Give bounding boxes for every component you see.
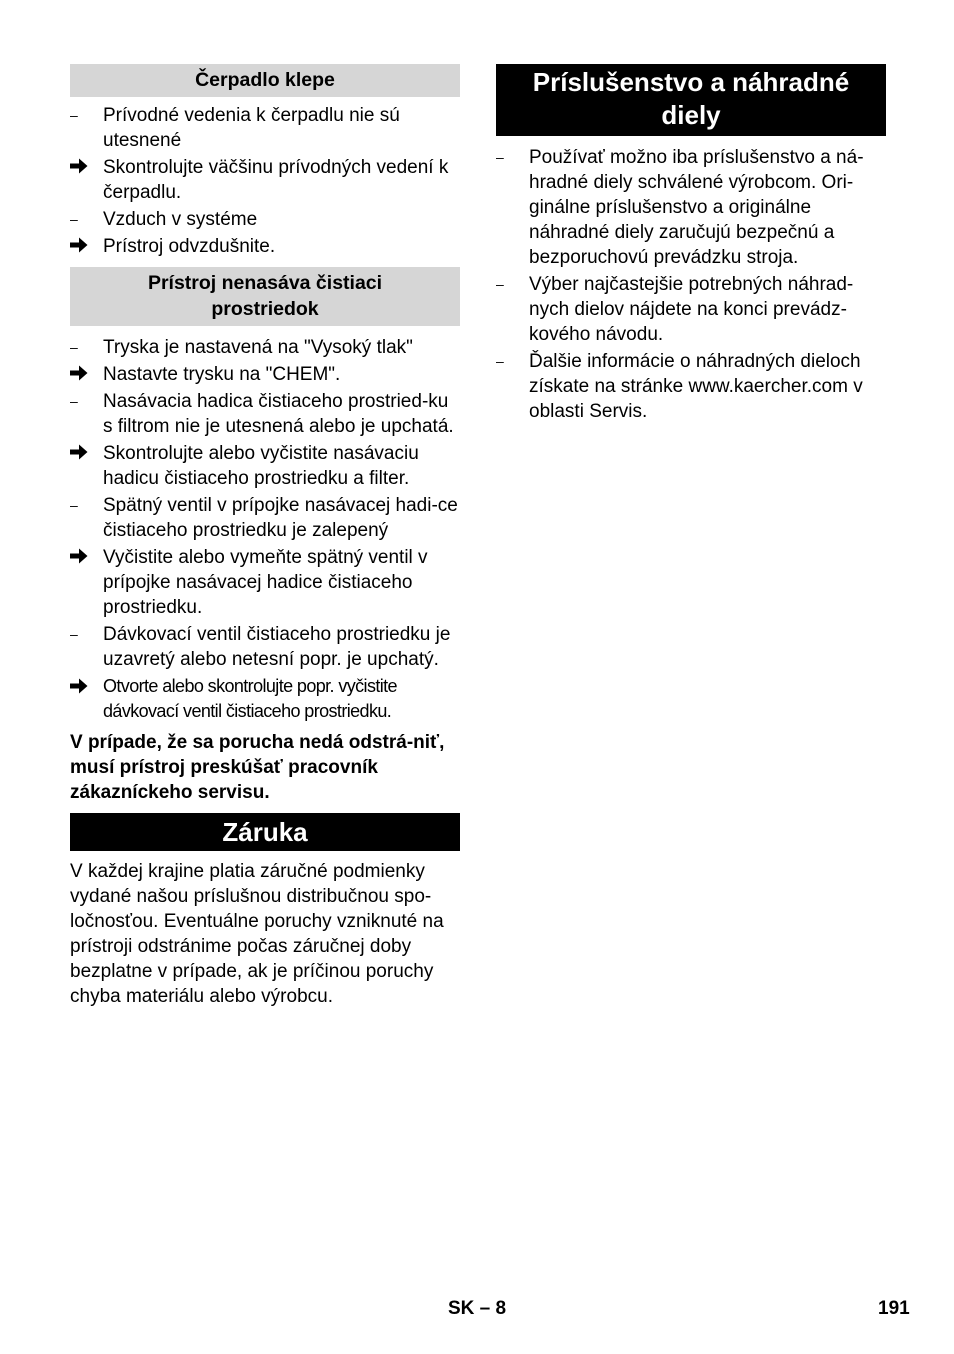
footer-section-label: SK – 8 bbox=[448, 1298, 507, 1319]
item-text: Ďalšie informácie o náhradných dieloch získate na stránke www.kaercher.com v oblasti Servis. bbox=[529, 351, 863, 422]
item-text: Prístroj odvzdušnite. bbox=[103, 236, 276, 257]
list-item bbox=[496, 145, 886, 270]
arrow-right-icon bbox=[70, 155, 98, 180]
dash-marker: – bbox=[70, 211, 78, 227]
list-item bbox=[70, 155, 460, 205]
item-text: Používať možno iba príslušenstvo a ná-hradné diely schválené výrobcom. Ori-ginálne príslušenstvo a originálne náhradné diely zaručujú bezpečnú a bezporuchovú prevádzku stroja. bbox=[529, 147, 864, 268]
list-item bbox=[496, 349, 886, 424]
item-text: Skontrolujte väčšinu prívodných vedení k čerpadlu. bbox=[103, 157, 449, 203]
item-text: Vzduch v systéme bbox=[103, 209, 258, 230]
list-item bbox=[70, 622, 460, 672]
section-heading-warranty: Záruka bbox=[70, 813, 460, 851]
arrow-right-icon bbox=[70, 362, 98, 387]
item-text: Spätný ventil v prípojke nasávacej hadi-ce čistiaceho prostriedku je zalepený bbox=[103, 495, 458, 541]
dash-marker: – bbox=[70, 107, 78, 123]
left-column bbox=[70, 64, 460, 1009]
item-text: Výber najčastejšie potrebných náhrad-nych dielov nájdete na konci prevádz-kového návodu. bbox=[529, 274, 854, 345]
list-item bbox=[70, 441, 460, 491]
list-item bbox=[496, 272, 886, 347]
arrow-right-icon bbox=[70, 545, 98, 570]
arrow-right-icon bbox=[70, 234, 98, 259]
service-warning: V prípade, že sa porucha nedá odstrá-niť, musí prístroj preskúšať pracovník zákazníckeho servisu. bbox=[70, 732, 445, 803]
warranty-paragraph: V každej krajine platia záručné podmienky vydané našou príslušnou distribučnou spo-ločnosťou. Eventuálne poruchy vzniknuté na prístroji odstránime počas záručnej doby bezplatne v prípade, ak je príčinou poruchy chyba materiálu alebo výrobcu. bbox=[70, 861, 444, 1007]
arrow-right-icon bbox=[70, 674, 98, 699]
dash-marker: – bbox=[70, 626, 78, 642]
right-column bbox=[496, 64, 886, 426]
item-text: Tryska je nastavená na "Vysoký tlak" bbox=[103, 337, 413, 358]
list-item bbox=[70, 335, 460, 360]
list-item bbox=[70, 362, 460, 387]
item-text: Nastavte trysku na "CHEM". bbox=[103, 364, 341, 385]
item-text: Vyčistite alebo vymeňte spätný ventil v prípojke nasávacej hadice čistiaceho prostriedku. bbox=[103, 547, 428, 618]
arrow-right-icon bbox=[70, 441, 98, 466]
section-heading-accessories: Príslušenstvo a náhradné diely bbox=[496, 64, 886, 136]
dash-marker: – bbox=[70, 339, 78, 355]
dash-marker: – bbox=[496, 149, 504, 165]
item-text: Dávkovací ventil čistiaceho prostriedku je uzavretý alebo netesní popr. je upchatý. bbox=[103, 624, 451, 670]
list-item bbox=[70, 545, 460, 620]
dash-marker: – bbox=[70, 393, 78, 409]
list-item bbox=[70, 389, 460, 439]
section-heading-no-detergent: Prístroj nenasáva čistiaci prostriedok bbox=[70, 267, 460, 326]
list-item bbox=[70, 234, 460, 259]
item-text: Nasávacia hadica čistiaceho prostried-ku s filtrom nie je utesnená alebo je upchatá. bbox=[103, 391, 454, 437]
list-item bbox=[70, 103, 460, 153]
item-text: Prívodné vedenia k čerpadlu nie sú utesnené bbox=[103, 105, 400, 151]
item-text: Otvorte alebo skontrolujte popr. vyčistite dávkovací ventil čistiaceho prostriedku. bbox=[103, 676, 397, 721]
section-heading-pump-knocks: Čerpadlo klepe bbox=[70, 64, 460, 97]
dash-marker: – bbox=[496, 353, 504, 369]
list-item bbox=[70, 493, 460, 543]
item-text: Skontrolujte alebo vyčistite nasávaciu hadicu čistiaceho prostriedku a filter. bbox=[103, 443, 419, 489]
list-item bbox=[70, 674, 460, 724]
dash-marker: – bbox=[496, 276, 504, 292]
page-number: 191 bbox=[878, 1298, 910, 1319]
dash-marker: – bbox=[70, 497, 78, 513]
list-item bbox=[70, 207, 460, 232]
